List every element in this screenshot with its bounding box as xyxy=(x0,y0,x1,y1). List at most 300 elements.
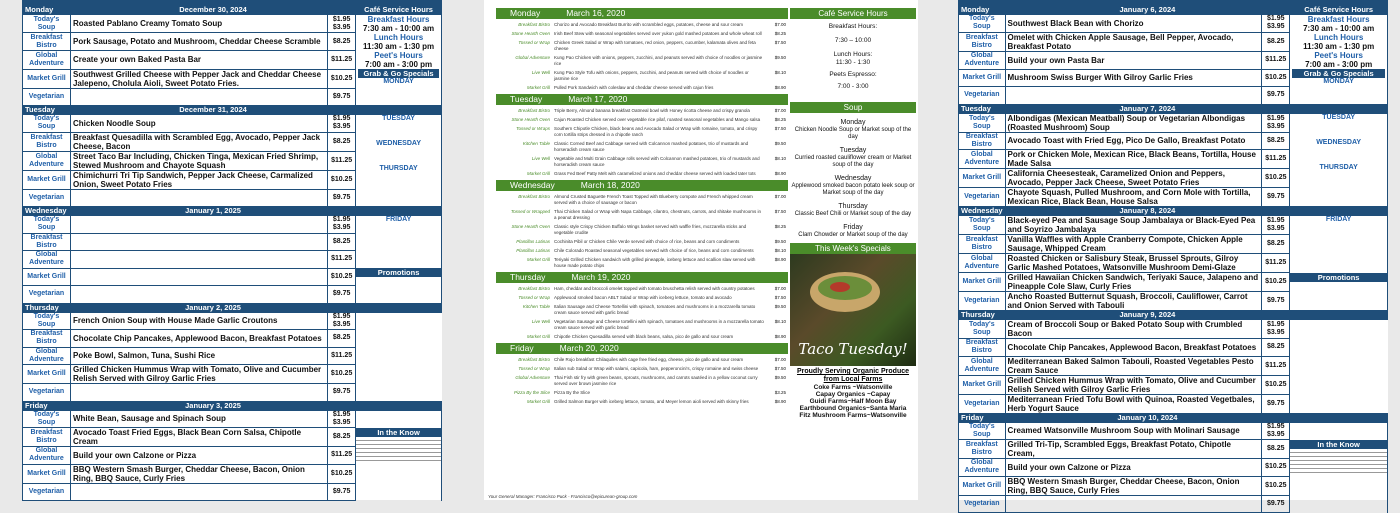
day-name: Thursday xyxy=(959,311,1006,320)
grab-go-monday: MONDAY xyxy=(1323,78,1354,85)
dish-description: Kung Pao Style Tofu with onions, peppers, zucchini, and peanuts served with choice of noodles or jasmine rice xyxy=(554,70,749,81)
station-name: Today's Soup xyxy=(959,216,1006,235)
station-name: Breakfast Bistro xyxy=(518,22,550,27)
station-name: Breakfast Bistro xyxy=(518,194,550,199)
dish-price: $8.90 xyxy=(774,334,786,339)
menu-row xyxy=(23,268,442,286)
dish-description: Build your own Calzone or Pizza xyxy=(1005,459,1262,477)
dish-description: Southwest Grilled Cheese with Pepper Jack and Cheddar Cheese Jalepeno, Cholula Aioli, Sweet Potato Fries. xyxy=(70,69,327,88)
menu-row xyxy=(496,224,788,236)
dish-price: $7.50 xyxy=(774,209,786,214)
dish-price: $11.25 xyxy=(328,347,356,365)
station-name: Live Well xyxy=(531,319,550,324)
dish-price: $7.00 xyxy=(774,286,786,291)
farm-list xyxy=(790,384,916,419)
station-name: Global Adventure xyxy=(515,55,550,60)
station-name: Tossed or Wrap xyxy=(518,295,550,300)
dish-price: $9.75 xyxy=(328,384,356,402)
menu-row xyxy=(23,347,442,365)
in-the-know-text xyxy=(1290,449,1387,473)
menu-row xyxy=(496,357,788,363)
dish-price: $1.95 $3.95 xyxy=(1262,320,1290,339)
station-name: Breakfast Bistro xyxy=(23,330,71,348)
lunch-hours-label: Lunch Hours xyxy=(1313,33,1364,42)
taco-tuesday-image xyxy=(790,254,916,366)
station-name: Plantillas Latinas xyxy=(516,239,550,244)
day-header xyxy=(959,6,1388,15)
menu-row xyxy=(496,248,788,254)
station-name: Global Adventure xyxy=(23,447,71,465)
dish-price: $9.75 xyxy=(328,88,356,106)
sidebar-header xyxy=(1290,104,1388,113)
day-date: December 30, 2024 xyxy=(70,6,355,15)
dish-description: Vegetarian Sausage and Cheese tortellini with spinach, tomatoes and mushrooms in a mozzarella tomato cream sauce served with garlic bread xyxy=(554,319,764,330)
station-name: Market Grill xyxy=(23,268,71,286)
day-date: January 1, 2025 xyxy=(70,207,355,216)
station-name: Vegetarian xyxy=(959,188,1006,207)
station-name: Market Grill xyxy=(959,273,1006,292)
dish-price: $9.50 xyxy=(774,141,786,146)
station-name: Global Adventure xyxy=(23,151,71,170)
menu-row xyxy=(23,428,442,447)
service-hours-header: Café Service Hours xyxy=(790,8,916,19)
menu-row xyxy=(959,320,1388,339)
station-name: Live Well xyxy=(531,70,550,75)
dish-price: $7.00 xyxy=(774,357,786,362)
station-name: Global Adventure xyxy=(959,150,1006,169)
day-header xyxy=(23,303,442,312)
station-name: Kitchen Table xyxy=(522,141,550,146)
day-date: January 6, 2024 xyxy=(1005,6,1290,15)
peets-hours-label: Peet's Hours xyxy=(1314,51,1363,60)
dish-price: $9.75 xyxy=(1262,292,1290,311)
soup-list xyxy=(790,119,916,239)
sidebar-header xyxy=(1290,311,1388,320)
dish-description: Classic Corned Beef and Cabbage served with Colcannon mashed potatoes, trio of mustards and horseradish cream sauce xyxy=(554,141,749,152)
dish-description: Chocolate Chip Pancakes, Applewood Bacon, Breakfast Potatoes xyxy=(1005,339,1262,357)
dish-price: $8.25 xyxy=(774,31,786,36)
station-name: Market Grill xyxy=(526,85,550,90)
station-name: Kitchen Table xyxy=(522,304,550,309)
station-name: Today's Soup xyxy=(23,115,71,133)
dish-description: Black-eyed Pea and Sausage Soup Jambalaya or Black-Eyed Pea and Soyrizo Jambalaya xyxy=(1005,216,1262,235)
day-name: Wednesday xyxy=(510,180,555,190)
station-name: Global Adventure xyxy=(959,356,1006,375)
menu-row xyxy=(23,384,442,402)
grab-go-wednesday: WEDNESDAY xyxy=(376,140,421,147)
menu-row xyxy=(23,365,442,384)
dish-price: $8.25 xyxy=(774,117,786,122)
dish-description: Cream of Broccoli Soup or Baked Potato Soup with Crumbled Bacon xyxy=(1005,320,1262,339)
dish-description: Irish Beef Stew with seasonal vegetables served over yukon gold mashed potatoes and whole wheat roll xyxy=(554,31,762,36)
dish-description: Pork Sausage, Potato and Mushroom, Cheddar Cheese Scramble xyxy=(70,33,327,51)
dish-description: Omelet with Chicken Apple Sausage, Bell Pepper, Avocado, Breakfast Potato xyxy=(1005,32,1262,51)
dish-price: $8.10 xyxy=(774,248,786,253)
dish-description: Vanilla Waffles with Apple Cranberry Compote, Chicken Apple Sausage, Whipped Cream xyxy=(1005,235,1262,254)
menu-row xyxy=(496,126,788,138)
dish-price: $9.50 xyxy=(774,304,786,309)
sidebar-cell xyxy=(356,428,442,501)
dish-price: $8.25 xyxy=(1262,132,1290,150)
station-name: Today's Soup xyxy=(959,15,1006,33)
sidebar-header xyxy=(356,207,442,216)
soup-description: Curried roasted cauliflower cream or Market soup of the day xyxy=(794,155,912,168)
soup-description: Chicken Noodle Soup or Market soup of the day xyxy=(794,127,912,140)
dish-description xyxy=(70,268,327,286)
lunch-hours-label: Lunch Hours xyxy=(373,33,424,42)
dish-description: Street Taco Bar Including, Chicken Tinga, Mexican Fried Shrimp, Stewed Mushroom and Chayote Squash xyxy=(70,151,327,170)
dish-price: $1.95 $3.95 xyxy=(1262,422,1290,440)
grab-go-monday: MONDAY xyxy=(383,78,414,85)
menu-row xyxy=(496,286,788,292)
station-name: Breakfast Bistro xyxy=(959,339,1006,357)
menu-row xyxy=(959,356,1388,375)
dish-price: $8.25 xyxy=(328,132,356,151)
dish-description xyxy=(70,189,327,207)
day-header xyxy=(496,272,788,283)
day-header xyxy=(23,6,442,15)
dish-description: Create your own Baked Pasta Bar xyxy=(70,51,327,69)
dish-price: $10.25 xyxy=(328,268,356,286)
sidebar-cell xyxy=(1290,216,1388,273)
dish-description: Creamed Watsonville Mushroom Soup with Molinari Sausage xyxy=(1005,422,1262,440)
dish-price: $8.10 xyxy=(774,70,786,75)
dish-price: $8.25 xyxy=(328,428,356,447)
station-name: Breakfast Bistro xyxy=(959,440,1006,459)
day-header xyxy=(496,343,788,354)
in-the-know-text xyxy=(356,437,441,461)
dish-price: $9.75 xyxy=(328,189,356,207)
station-name: Breakfast Bistro xyxy=(518,357,550,362)
sidebar-cell xyxy=(1290,422,1388,440)
dish-price: $9.50 xyxy=(774,239,786,244)
sidebar-cell xyxy=(356,216,442,269)
dish-description xyxy=(70,251,327,269)
dish-price: $10.25 xyxy=(328,365,356,384)
dish-description: Southern Chipotle Chicken, black beans and Avocado Salad or Wrap with romaine, tomato, and crispy corn tortilla strips dressed in a chipotle ranch xyxy=(554,126,758,137)
menu-row xyxy=(23,410,442,428)
menu-row xyxy=(496,390,788,396)
station-name: Breakfast Bistro xyxy=(23,33,71,51)
station-name: Tossed or Wrap xyxy=(518,40,550,45)
station-name: Today's Soup xyxy=(959,113,1006,132)
dish-price: $1.95 $3.95 xyxy=(1262,15,1290,33)
dish-price: $9.75 xyxy=(1262,495,1290,513)
station-name: Vegetarian xyxy=(959,495,1006,513)
dish-description xyxy=(70,88,327,106)
sidebar-cell xyxy=(1290,15,1388,70)
station-name: Breakfast Bistro xyxy=(518,108,550,113)
station-name: Breakfast Bistro xyxy=(23,233,71,251)
dish-price: $1.95 $3.95 xyxy=(328,216,356,234)
dish-price: $11.25 xyxy=(1262,51,1290,69)
station-name: Vegetarian xyxy=(23,88,71,106)
lunch-hours-time: 11:30 am - 1:30 pm xyxy=(362,42,435,51)
dish-description: Build your own Calzone or Pizza xyxy=(70,447,327,465)
grab-go-wednesday: WEDNESDAY xyxy=(1316,138,1362,146)
day-name: Tuesday xyxy=(23,106,71,115)
menu-row xyxy=(23,330,442,348)
dish-price: $8.90 xyxy=(774,85,786,90)
menu-row xyxy=(496,239,788,245)
dish-price: $1.95 $3.95 xyxy=(1262,113,1290,132)
dish-description: Pork or Chicken Mole, Mexican Rice, Black Beans, Tortilla, House Made Salsa xyxy=(1005,150,1262,169)
station-name: Tossed or Wrapped xyxy=(510,209,550,214)
station-name: Breakfast Bistro xyxy=(23,428,71,447)
menu-row xyxy=(496,257,788,269)
farm-name: Coke Farms ~Watsonville xyxy=(813,384,893,391)
day-date: March 18, 2020 xyxy=(580,180,640,190)
sidebar-cell xyxy=(1290,69,1388,104)
dish-price: $1.95 $3.95 xyxy=(328,115,356,133)
weekly-menu-table xyxy=(22,5,442,501)
menu-page-right xyxy=(958,0,1388,507)
dish-price: $8.25 xyxy=(774,224,786,229)
dish-description: Build your own Pasta Bar xyxy=(1005,51,1262,69)
day-header xyxy=(959,207,1388,216)
dish-price: $11.25 xyxy=(328,151,356,170)
day-name: Friday xyxy=(959,413,1006,422)
dish-price: $8.90 xyxy=(774,399,786,404)
station-name: Global Adventure xyxy=(959,459,1006,477)
dish-description: Albondigas (Mexican Meatball) Soup or Vegetarian Albondigas (Roasted Mushroom) Soup xyxy=(1005,113,1262,132)
day-name: Wednesday xyxy=(959,207,1006,216)
menu-row xyxy=(496,85,788,91)
dish-description xyxy=(70,483,327,501)
day-date: March 20, 2020 xyxy=(559,343,619,353)
station-name: Today's Soup xyxy=(23,15,71,33)
dish-description: Pulled Pork Sandwich with coleslaw and cheddar cheese served with cajun fries xyxy=(554,85,714,90)
menu-row xyxy=(959,15,1388,33)
menu-row xyxy=(23,216,442,234)
station-name: Live Well xyxy=(531,156,550,161)
dish-description: Breakfast Quesadilla with Scrambled Egg, Avocado, Pepper Jack Cheese, Bacon xyxy=(70,132,327,151)
station-name: Vegetarian xyxy=(23,286,71,304)
soup-day: Wednesday xyxy=(834,175,872,182)
menu-row xyxy=(496,55,788,67)
menu-row xyxy=(496,334,788,340)
station-name: Market Grill xyxy=(526,399,550,404)
dish-description xyxy=(70,384,327,402)
dish-price: $8.10 xyxy=(774,319,786,324)
dish-description: Vegetable and Multi Grain Cabbage rolls served with Colcannon mashed potatoes, trio of mustards and horseradish cream sauce xyxy=(554,156,760,167)
menu-row xyxy=(496,295,788,301)
day-name: Tuesday xyxy=(959,104,1006,113)
dish-price: $9.75 xyxy=(328,483,356,501)
station-name: Market Grill xyxy=(526,257,550,262)
breakfast-hours-time: 7:30 am - 10:00 am xyxy=(1303,24,1375,33)
grab-go-header: Grab & Go Specials xyxy=(1292,69,1385,78)
dish-price: $7.00 xyxy=(774,108,786,113)
day-date: January 8, 2024 xyxy=(1005,207,1290,216)
sidebar-cell xyxy=(356,15,442,70)
farm-name: Guidi Farms~Half Moon Bay xyxy=(809,398,897,405)
day-name: Monday xyxy=(510,8,541,18)
dish-price: $11.25 xyxy=(328,447,356,465)
station-name: Market Grill xyxy=(23,365,71,384)
day-date: January 9, 2024 xyxy=(1005,311,1290,320)
dish-description: BBQ Western Smash Burger, Cheddar Cheese, Bacon, Onion Ring, BBQ Sauce, Curly Fries xyxy=(70,464,327,483)
dish-description: Classic style Crispy Chicken Buffalo Wings basket served with waffle fries, mozzarella sticks and vegetable crudite xyxy=(554,224,747,235)
station-name: Tossed or Wrap xyxy=(518,366,550,371)
peets-hours-time: 7:00 am - 3:00 pm xyxy=(1305,60,1373,69)
dish-price: $9.75 xyxy=(1262,87,1290,105)
sidebar-header xyxy=(356,401,442,410)
station-name: Market Grill xyxy=(526,171,550,176)
breakfast-hours-label: Breakfast Hours xyxy=(367,15,430,24)
dish-price: $3.25 xyxy=(774,390,786,395)
station-name: Tossed or Wraps xyxy=(516,126,550,131)
dish-price: $7.50 xyxy=(774,40,786,45)
menu-row xyxy=(959,394,1388,413)
menu-row xyxy=(496,70,788,82)
station-name: Global Adventure xyxy=(23,347,71,365)
daily-menu-column xyxy=(496,8,788,408)
weekly-menu-table xyxy=(958,5,1388,513)
grab-go-thursday: THURSDAY xyxy=(1319,163,1358,171)
dish-price: $10.25 xyxy=(1262,476,1290,495)
dish-price: $9.75 xyxy=(328,286,356,304)
menu-row xyxy=(496,141,788,153)
dish-description: Kung Pao Chicken with onions, peppers, zucchini, and peanuts served with choice of noodles or jasmine rice xyxy=(554,55,763,66)
dish-description: Chimichurri Tri Tip Sandwich, Pepper Jack Cheese, Carmalized Onion, Sweet Potato Fries xyxy=(70,170,327,189)
sidebar-header xyxy=(1290,207,1388,216)
dish-price: $1.95 $3.95 xyxy=(328,410,356,428)
station-name: Global Adventure xyxy=(23,251,71,269)
day-header xyxy=(496,94,788,105)
grab-go-header: Grab & Go Specials xyxy=(358,69,439,78)
day-name: Thursday xyxy=(23,303,71,312)
breakfast-hours-time: 7:30 – 10:00 xyxy=(834,37,872,44)
station-name: Global Adventure xyxy=(959,254,1006,273)
dish-description: Avocado Toast Fried Eggs, Black Bean Corn Salsa, Chipotle Cream xyxy=(70,428,327,447)
dish-description: Mediterranean Baked Salmon Tabouli, Roasted Vegetables Pesto Cream Sauce xyxy=(1005,356,1262,375)
dish-description: Roasted Pablano Creamy Tomato Soup xyxy=(70,15,327,33)
dish-price: $10.25 xyxy=(1262,273,1290,292)
breakfast-hours-label: Breakfast Hours xyxy=(1307,15,1370,24)
dish-description: Thai Fish stir fry with green beans, sprouts, mushrooms, and carrots sautéed in a yellow coconut curry served over brown jasmine rice xyxy=(554,375,758,386)
sidebar-header xyxy=(356,303,442,312)
dish-description xyxy=(70,233,327,251)
soup-day: Thursday xyxy=(838,203,868,210)
dish-description: Mushroom Swiss Burger With Gilroy Garlic Fries xyxy=(1005,69,1262,87)
day-header xyxy=(23,401,442,410)
dish-price: $9.75 xyxy=(1262,188,1290,207)
station-name: Today's Soup xyxy=(23,216,71,234)
soup-header: Soup xyxy=(790,102,916,113)
taco-tuesday-text: Taco Tuesday! xyxy=(798,340,908,358)
station-name: Global Adventure xyxy=(959,51,1006,69)
dish-description: Pizza By the Slice xyxy=(554,390,591,395)
day-date: January 3, 2025 xyxy=(70,401,355,410)
day-header xyxy=(496,8,788,19)
day-date: March 17, 2020 xyxy=(568,94,628,104)
dish-description xyxy=(1005,495,1262,513)
day-name: Friday xyxy=(23,401,71,410)
station-name: Stone Hearth Oven xyxy=(511,224,550,229)
dish-price: $8.25 xyxy=(1262,235,1290,254)
menu-row xyxy=(959,440,1388,459)
dish-description: Teriyaki Grilled Chicken sandwich with grilled pineapple, iceberg lettuce and scallion slaw served with house made potato chips xyxy=(554,257,756,268)
dish-description: Chipotle Chicken Quesadilla served with black beans, salsa, pico de gallo and sour cream xyxy=(554,334,734,339)
day-date: March 16, 2020 xyxy=(566,8,626,18)
menu-row xyxy=(496,22,788,28)
dish-description: Grilled Salmon Burger with iceberg lettuce, tomato, and Meyer lemon aioli served with skinny fries xyxy=(554,399,749,404)
farm-name: Earthbound Organics~Santa Maria xyxy=(799,405,907,412)
sidebar-cell xyxy=(356,115,442,207)
soup-description: Applewood smoked bacon potato leek soup or Market soup of the day xyxy=(791,183,915,196)
menu-row xyxy=(496,40,788,52)
station-name: Today's Soup xyxy=(959,422,1006,440)
station-name: Today's Soup xyxy=(23,410,71,428)
right-sidebar xyxy=(790,8,916,419)
dish-description: Poke Bowl, Salmon, Tuna, Sushi Rice xyxy=(70,347,327,365)
dish-price: $7.50 xyxy=(774,126,786,131)
dish-price: $11.25 xyxy=(1262,356,1290,375)
menu-row xyxy=(959,422,1388,440)
menu-row xyxy=(959,69,1388,87)
day-header xyxy=(959,104,1388,113)
dish-price: $1.95 $3.95 xyxy=(328,15,356,33)
dish-price: $8.25 xyxy=(1262,339,1290,357)
menu-row xyxy=(496,319,788,331)
station-name: Stone Hearth Oven xyxy=(511,31,550,36)
dish-description: Chorizo and Avocado Breakfast Burrito with scrambled eggs, potatoes, cheese and sour cream xyxy=(554,22,744,27)
station-name: Plantillas Latinas xyxy=(516,248,550,253)
dish-price: $10.25 xyxy=(1262,375,1290,394)
menu-page-left xyxy=(22,0,442,500)
dish-price: $11.25 xyxy=(328,51,356,69)
dish-price: $8.90 xyxy=(774,171,786,176)
station-name: Breakfast Bistro xyxy=(518,286,550,291)
dish-description: Grass Fed Beef Patty Melt with caramelized onions and cheddar cheese served with loaded tater tots xyxy=(554,171,756,176)
station-name: Pizza By the Slice xyxy=(513,390,550,395)
day-header xyxy=(959,311,1388,320)
menu-row xyxy=(959,273,1388,292)
dish-description: Mediterranean Fried Tofu Bowl with Quinoa, Roasted Vegetbales, Herb Yogurt Sauce xyxy=(1005,394,1262,413)
breakfast-hours-time: 7:30 am - 10:00 am xyxy=(362,24,435,33)
day-header xyxy=(23,207,442,216)
in-the-know-header: In the Know xyxy=(356,428,441,437)
soup-day: Friday xyxy=(843,224,863,231)
station-name: Market Grill xyxy=(526,334,550,339)
dish-price: $8.25 xyxy=(328,233,356,251)
dish-price: $11.25 xyxy=(1262,254,1290,273)
dish-description: Ancho Roasted Butternut Squash, Broccoli, Cauliflower, Carrot and Onion Served with Tabouli xyxy=(1005,292,1262,311)
station-name: Vegetarian xyxy=(23,189,71,207)
organic-produce-title: Proudly Serving Organic Produce from Local Farms xyxy=(796,368,910,383)
peets-hours-label: Peet's Hours xyxy=(374,51,423,60)
station-name: Breakfast Bistro xyxy=(959,32,1006,51)
station-name: Market Grill xyxy=(959,476,1006,495)
dish-description: Italian sub Salad or Wrap with salami, capicola, ham, pepperoncini's, crispy romaine and swiss cheese xyxy=(554,366,759,371)
sidebar-cell xyxy=(356,69,442,106)
farm-name: Fitz Mushroom Farms~Watsonville xyxy=(799,412,907,419)
dish-price: $11.25 xyxy=(328,251,356,269)
menu-row xyxy=(496,117,788,123)
dish-description: Italian Sausage and Cheese Tortellini with spinach, tomatoes and mushrooms in a mozzarella tomato cream sauce served with garlic bread xyxy=(554,304,756,315)
station-name: Market Grill xyxy=(23,69,71,88)
breakfast-hours-label: Breakfast Hours: xyxy=(828,23,878,30)
menu-row xyxy=(23,15,442,33)
lunch-hours-label: Lunch Hours: xyxy=(833,51,873,58)
sidebar-cell xyxy=(1290,113,1388,207)
station-name: Vegetarian xyxy=(959,292,1006,311)
menu-row xyxy=(496,375,788,387)
sidebar-cell xyxy=(356,410,442,428)
peets-hours-label: Peets Espresso: xyxy=(829,71,877,78)
dish-description: Avocado Toast with Fried Egg, Pico De Gallo, Breakfast Potato xyxy=(1005,132,1262,150)
